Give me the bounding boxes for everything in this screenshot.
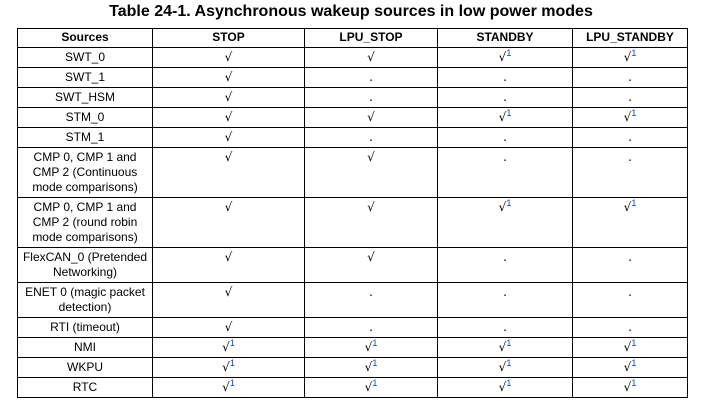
lpu-stop-mark: . bbox=[369, 130, 373, 144]
lpu-stop-mark: . bbox=[369, 90, 373, 104]
stop-mark: √ bbox=[224, 320, 233, 334]
footnote-ref: 1 bbox=[506, 198, 512, 208]
source-cell: RTC bbox=[18, 378, 153, 398]
standby-cell bbox=[438, 283, 573, 318]
stop-cell bbox=[153, 198, 305, 248]
lpu-standby-mark: √ bbox=[623, 380, 632, 394]
table-row bbox=[18, 318, 688, 338]
standby-cell bbox=[438, 378, 573, 398]
standby-cell bbox=[438, 318, 573, 338]
table-row bbox=[18, 198, 688, 248]
stop-cell bbox=[153, 128, 305, 148]
stop-mark: √ bbox=[222, 340, 230, 354]
table-row bbox=[18, 338, 688, 358]
lpu-standby-mark: . bbox=[628, 90, 632, 104]
header-standby: STANDBY bbox=[438, 29, 573, 48]
stop-mark: √ bbox=[222, 380, 230, 394]
lpu-standby-cell bbox=[573, 248, 688, 283]
table-row bbox=[18, 148, 688, 198]
footnote-ref: 1 bbox=[506, 338, 512, 348]
header-lpu-stop: LPU_STOP bbox=[305, 29, 438, 48]
standby-mark: . bbox=[503, 90, 507, 104]
stop-mark: √ bbox=[224, 150, 233, 164]
stop-cell bbox=[153, 338, 305, 358]
stop-cell bbox=[153, 283, 305, 318]
table-row bbox=[18, 283, 688, 318]
header-stop: STOP bbox=[153, 29, 305, 48]
lpu-standby-cell bbox=[573, 358, 688, 378]
lpu-stop-cell bbox=[305, 198, 438, 248]
table-title: Table 24-1. Asynchronous wakeup sources in low power modes bbox=[109, 3, 593, 20]
lpu-standby-mark: √ bbox=[623, 110, 632, 124]
stop-mark: √ bbox=[224, 200, 233, 214]
header-sources: Sources bbox=[18, 29, 153, 48]
lpu-standby-mark: √ bbox=[623, 340, 632, 354]
lpu-standby-mark: . bbox=[628, 320, 632, 334]
table-row bbox=[18, 68, 688, 88]
table-row bbox=[18, 48, 688, 68]
footnote-ref: 1 bbox=[229, 358, 235, 368]
lpu-standby-mark: . bbox=[628, 250, 632, 264]
lpu-stop-mark: . bbox=[369, 285, 373, 299]
lpu-stop-mark: √ bbox=[364, 360, 373, 374]
footnote-ref: 1 bbox=[372, 378, 378, 388]
standby-cell bbox=[438, 128, 573, 148]
footnote-ref: 1 bbox=[631, 358, 637, 368]
lpu-standby-cell bbox=[573, 88, 688, 108]
table-row bbox=[18, 248, 688, 283]
lpu-stop-mark: √ bbox=[367, 50, 375, 64]
stop-mark: √ bbox=[222, 360, 230, 374]
lpu-stop-cell bbox=[305, 148, 438, 198]
stop-cell bbox=[153, 358, 305, 378]
stop-cell bbox=[153, 148, 305, 198]
source-cell: SWT_1 bbox=[18, 68, 153, 88]
source-cell: NMI bbox=[18, 338, 153, 358]
stop-cell bbox=[153, 88, 305, 108]
source-cell: SWT_HSM bbox=[18, 88, 153, 108]
footnote-ref: 1 bbox=[506, 358, 512, 368]
standby-cell bbox=[438, 88, 573, 108]
stop-mark: √ bbox=[224, 285, 233, 299]
lpu-stop-cell bbox=[305, 68, 438, 88]
footnote-ref: 1 bbox=[631, 48, 637, 58]
stop-mark: √ bbox=[224, 250, 233, 264]
source-cell: STM_1 bbox=[18, 128, 153, 148]
standby-mark: √ bbox=[498, 50, 507, 64]
footnote-ref: 1 bbox=[506, 378, 512, 388]
source-cell: CMP 0, CMP 1 and CMP 2 (round robin mode comparisons) bbox=[18, 198, 153, 248]
lpu-stop-mark: √ bbox=[367, 150, 375, 164]
source-cell: CMP 0, CMP 1 and CMP 2 (Continuous mode comparisons) bbox=[18, 148, 153, 198]
lpu-standby-mark: . bbox=[628, 130, 632, 144]
lpu-standby-cell bbox=[573, 108, 688, 128]
table-row bbox=[18, 88, 688, 108]
table-row bbox=[18, 128, 688, 148]
lpu-stop-mark: √ bbox=[367, 110, 375, 124]
standby-mark: √ bbox=[498, 110, 507, 124]
lpu-stop-cell bbox=[305, 283, 438, 318]
standby-mark: . bbox=[503, 150, 507, 164]
footnote-ref: 1 bbox=[631, 108, 637, 118]
standby-cell bbox=[438, 48, 573, 68]
wakeup-sources-table bbox=[17, 28, 688, 398]
lpu-stop-mark: . bbox=[369, 70, 373, 84]
lpu-standby-cell bbox=[573, 148, 688, 198]
lpu-standby-mark: √ bbox=[623, 360, 632, 374]
standby-mark: √ bbox=[498, 200, 507, 214]
standby-mark: √ bbox=[498, 340, 507, 354]
footnote-ref: 1 bbox=[631, 338, 637, 348]
stop-cell bbox=[153, 318, 305, 338]
lpu-standby-mark: √ bbox=[623, 200, 632, 214]
lpu-standby-cell bbox=[573, 68, 688, 88]
lpu-stop-cell bbox=[305, 358, 438, 378]
table-row bbox=[18, 108, 688, 128]
lpu-standby-mark: . bbox=[628, 285, 632, 299]
standby-cell bbox=[438, 108, 573, 128]
footnote-ref: 1 bbox=[631, 378, 637, 388]
lpu-stop-cell bbox=[305, 48, 438, 68]
lpu-stop-cell bbox=[305, 108, 438, 128]
standby-mark: . bbox=[503, 70, 507, 84]
standby-cell bbox=[438, 248, 573, 283]
standby-mark: . bbox=[503, 130, 507, 144]
stop-cell bbox=[153, 248, 305, 283]
footnote-ref: 1 bbox=[372, 338, 378, 348]
lpu-standby-cell bbox=[573, 378, 688, 398]
stop-mark: √ bbox=[224, 70, 233, 84]
lpu-stop-cell bbox=[305, 318, 438, 338]
lpu-stop-cell bbox=[305, 88, 438, 108]
stop-cell bbox=[153, 378, 305, 398]
lpu-standby-mark: √ bbox=[623, 50, 632, 64]
stop-mark: √ bbox=[224, 130, 233, 144]
source-cell: SWT_0 bbox=[18, 48, 153, 68]
lpu-standby-cell bbox=[573, 338, 688, 358]
header-lpu-standby: LPU_STANDBY bbox=[573, 29, 688, 48]
source-cell: WKPU bbox=[18, 358, 153, 378]
lpu-stop-cell bbox=[305, 248, 438, 283]
lpu-standby-mark: . bbox=[628, 150, 632, 164]
lpu-stop-mark: √ bbox=[367, 250, 375, 264]
source-cell: STM_0 bbox=[18, 108, 153, 128]
standby-mark: √ bbox=[498, 380, 507, 394]
source-cell: ENET 0 (magic packet detection) bbox=[18, 283, 153, 318]
lpu-stop-cell bbox=[305, 338, 438, 358]
stop-mark: √ bbox=[224, 90, 233, 104]
standby-mark: . bbox=[503, 320, 507, 334]
footnote-ref: 1 bbox=[229, 338, 235, 348]
standby-cell bbox=[438, 198, 573, 248]
lpu-standby-cell bbox=[573, 318, 688, 338]
stop-cell bbox=[153, 68, 305, 88]
lpu-standby-cell bbox=[573, 48, 688, 68]
table-row bbox=[18, 358, 688, 378]
standby-mark: √ bbox=[498, 360, 507, 374]
lpu-stop-mark: √ bbox=[364, 380, 373, 394]
lpu-standby-mark: . bbox=[628, 70, 632, 84]
stop-cell bbox=[153, 48, 305, 68]
footnote-ref: 1 bbox=[229, 378, 235, 388]
table-row bbox=[18, 378, 688, 398]
footnote-ref: 1 bbox=[631, 198, 637, 208]
standby-cell bbox=[438, 148, 573, 198]
footnote-ref: 1 bbox=[372, 358, 378, 368]
stop-cell bbox=[153, 108, 305, 128]
lpu-stop-mark: √ bbox=[364, 340, 373, 354]
source-cell: RTI (timeout) bbox=[18, 318, 153, 338]
stop-mark: √ bbox=[224, 110, 233, 124]
standby-cell bbox=[438, 358, 573, 378]
header-row bbox=[18, 29, 688, 48]
lpu-stop-mark: . bbox=[369, 320, 373, 334]
lpu-stop-mark: √ bbox=[367, 200, 375, 214]
lpu-stop-cell bbox=[305, 378, 438, 398]
lpu-standby-cell bbox=[573, 128, 688, 148]
footnote-ref: 1 bbox=[506, 48, 512, 58]
lpu-standby-cell bbox=[573, 198, 688, 248]
footnote-ref: 1 bbox=[506, 108, 512, 118]
stop-mark: √ bbox=[224, 50, 233, 64]
standby-cell bbox=[438, 338, 573, 358]
lpu-stop-cell bbox=[305, 128, 438, 148]
standby-cell bbox=[438, 68, 573, 88]
lpu-standby-cell bbox=[573, 283, 688, 318]
standby-mark: . bbox=[503, 250, 507, 264]
source-cell: FlexCAN_0 (Pretended Networking) bbox=[18, 248, 153, 283]
standby-mark: . bbox=[503, 285, 507, 299]
